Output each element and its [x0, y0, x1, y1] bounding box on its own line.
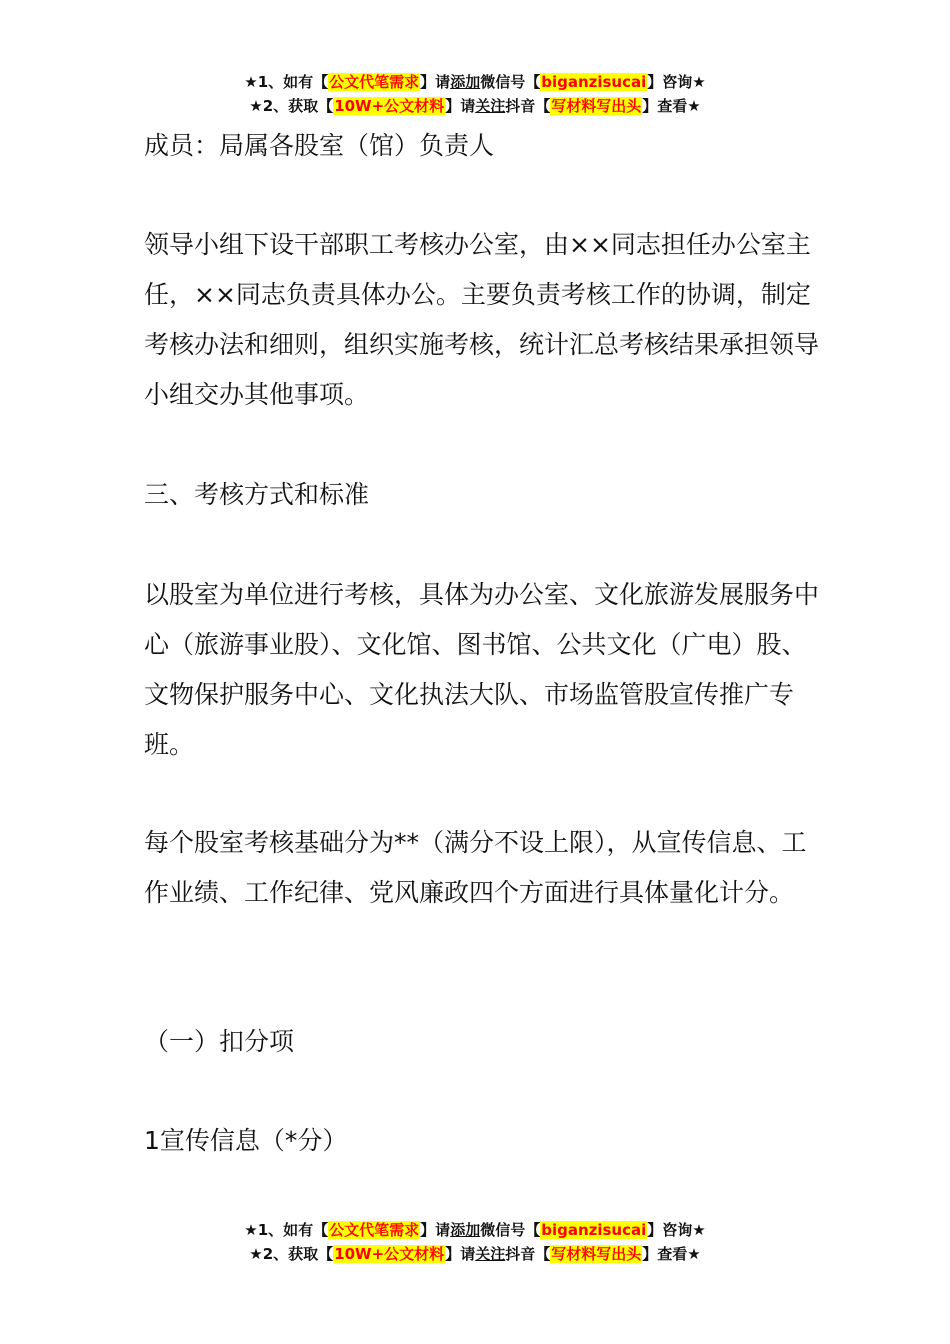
paragraph: 每个股室考核基础分为**（满分不设上限），从宣传信息、工作业绩、工作纪律、党风廉政四个方面进行具体量化计分。 — [144, 828, 807, 907]
heading: 三、考核方式和标准 — [144, 480, 370, 509]
banner-text: ★1、如有【 — [244, 73, 329, 91]
banner-text: 】咨询★ — [647, 1221, 706, 1239]
list-item — [144, 1116, 824, 1166]
banner-text: 微信号【 — [480, 73, 541, 91]
banner-text: 】请 — [445, 97, 476, 115]
banner-text: 】咨询★ — [647, 73, 706, 91]
members-line — [144, 121, 824, 171]
banner-text: 】请 — [420, 73, 451, 91]
banner-text: ★2、获取【 — [249, 1245, 334, 1263]
banner-line-2 — [0, 1242, 950, 1266]
banner-text: ★2、获取【 — [249, 97, 334, 115]
banner-highlight: 10W+公文材料 — [334, 97, 445, 115]
header-banner — [0, 70, 950, 118]
units-paragraph — [144, 570, 824, 770]
office-paragraph — [144, 220, 824, 420]
heading: （一）扣分项 — [144, 1027, 295, 1056]
banner-highlight: 公文代笔需求 — [329, 73, 420, 91]
item-text: 1宣传信息（*分） — [144, 1126, 348, 1155]
paragraph: 成员：局属各股室（馆）负责人 — [144, 131, 495, 160]
section-heading — [144, 470, 824, 520]
banner-line-1 — [0, 1218, 950, 1242]
banner-line-1 — [0, 70, 950, 94]
paragraph: 领导小组下设干部职工考核办公室，由××同志担任办公室主任，××同志负责具体办公。主要负责考核工作的协调，制定考核办法和细则，组织实施考核，统计汇总考核结果承担领导小组交办其他事项。 — [144, 230, 820, 409]
banner-text: 】查看★ — [642, 1245, 701, 1263]
score-paragraph — [144, 818, 824, 918]
banner-text: ★1、如有【 — [244, 1221, 329, 1239]
banner-underline: 关注 — [475, 97, 506, 115]
subsection-heading — [144, 1017, 824, 1067]
banner-highlight: 10W+公文材料 — [334, 1245, 445, 1263]
banner-line-2 — [0, 94, 950, 118]
banner-text: 】请 — [445, 1245, 476, 1263]
banner-text: 抖音【 — [505, 1245, 551, 1263]
banner-highlight: biganzisucai — [541, 1221, 647, 1239]
banner-highlight: 写材料写出头 — [551, 97, 642, 115]
banner-text: 】请 — [420, 1221, 451, 1239]
banner-text: 微信号【 — [480, 1221, 541, 1239]
banner-highlight: 公文代笔需求 — [329, 1221, 420, 1239]
banner-underline: 关注 — [475, 1245, 506, 1263]
banner-highlight: biganzisucai — [541, 73, 647, 91]
banner-underline: 添加 — [450, 73, 481, 91]
paragraph: 以股室为单位进行考核，具体为办公室、文化旅游发展服务中心（旅游事业股）、文化馆、图书馆、公共文化（广电）股、文物保护服务中心、文化执法大队、市场监管股宣传推广专班。 — [144, 580, 820, 759]
banner-underline: 添加 — [450, 1221, 481, 1239]
banner-text: 抖音【 — [505, 97, 551, 115]
banner-highlight: 写材料写出头 — [551, 1245, 642, 1263]
footer-banner — [0, 1218, 950, 1266]
banner-text: 】查看★ — [642, 97, 701, 115]
